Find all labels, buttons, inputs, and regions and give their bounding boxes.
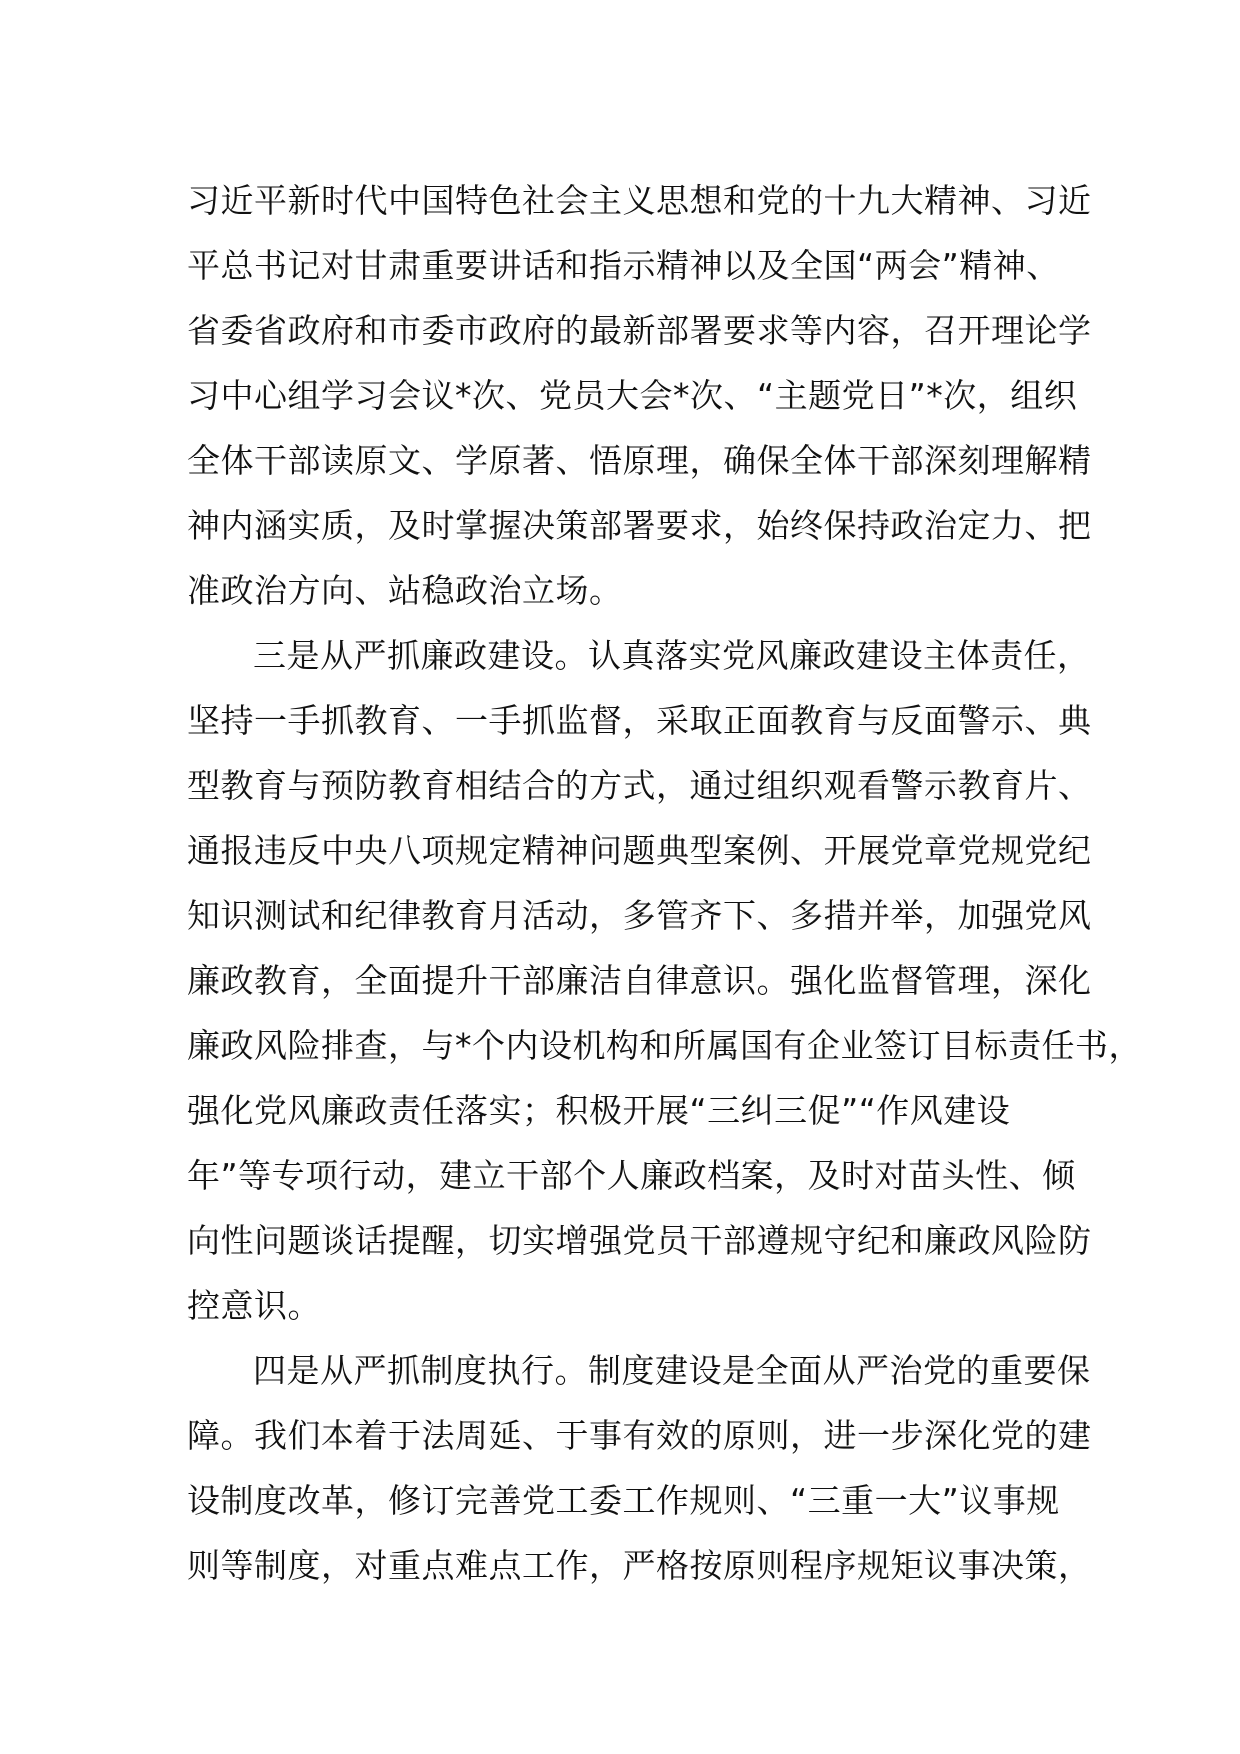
text-line: 年”等专项行动，建立干部个人廉政档案，及时对苗头性、倾 (187, 1156, 1076, 1195)
text-line: 准政治方向、站稳政治立场。 (187, 571, 623, 610)
paragraph-system (187, 1338, 1092, 1598)
text-line: 廉政风险排查，与*个内设机构和所属国有企业签订目标责任书， (187, 1026, 1142, 1065)
text-line: 神内涵实质，及时掌握决策部署要求，始终保持政治定力、把 (187, 506, 1092, 545)
text-line: 习中心组学习会议*次、党员大会*次、“主题党日”*次，组织 (187, 376, 1078, 415)
paragraph-first-line: 三是从严抓廉政建设。认真落实党风廉政建设主体责任， (253, 636, 1091, 675)
text-line: 则等制度，对重点难点工作，严格按原则程序规矩议事决策， (187, 1546, 1092, 1585)
text-line: 障。我们本着于法周延、于事有效的原则，进一步深化党的建 (187, 1416, 1092, 1455)
document-body (187, 168, 1142, 1598)
text-line: 控意识。 (187, 1286, 321, 1325)
paragraph-integrity (187, 623, 1142, 1338)
text-line: 向性问题谈话提醒，切实增强党员干部遵规守纪和廉政风险防 (187, 1221, 1092, 1260)
text-line: 通报违反中央八项规定精神问题典型案例、开展党章党规党纪 (187, 831, 1092, 870)
text-line: 习近平新时代中国特色社会主义思想和党的十九大精神、习近 (187, 181, 1092, 220)
text-line: 平总书记对甘肃重要讲话和指示精神以及全国“两会”精神、 (187, 246, 1060, 285)
text-line: 型教育与预防教育相结合的方式，通过组织观看警示教育片、 (187, 766, 1092, 805)
text-line: 强化党风廉政责任落实；积极开展“三纠三促”“作风建设 (187, 1091, 1011, 1130)
text-line: 坚持一手抓教育、一手抓监督，采取正面教育与反面警示、典 (187, 701, 1092, 740)
text-line: 知识测试和纪律教育月活动，多管齐下、多措并举，加强党风 (187, 896, 1092, 935)
paragraph-first-line: 四是从严抓制度执行。制度建设是全面从严治党的重要保 (253, 1351, 1091, 1390)
paragraph-study (187, 168, 1092, 623)
text-line: 省委省政府和市委市政府的最新部署要求等内容，召开理论学 (187, 311, 1092, 350)
text-line: 廉政教育，全面提升干部廉洁自律意识。强化监督管理，深化 (187, 961, 1092, 1000)
text-line: 设制度改革，修订完善党工委工作规则、“三重一大”议事规 (187, 1481, 1060, 1520)
text-line: 全体干部读原文、学原著、悟原理，确保全体干部深刻理解精 (187, 441, 1092, 480)
